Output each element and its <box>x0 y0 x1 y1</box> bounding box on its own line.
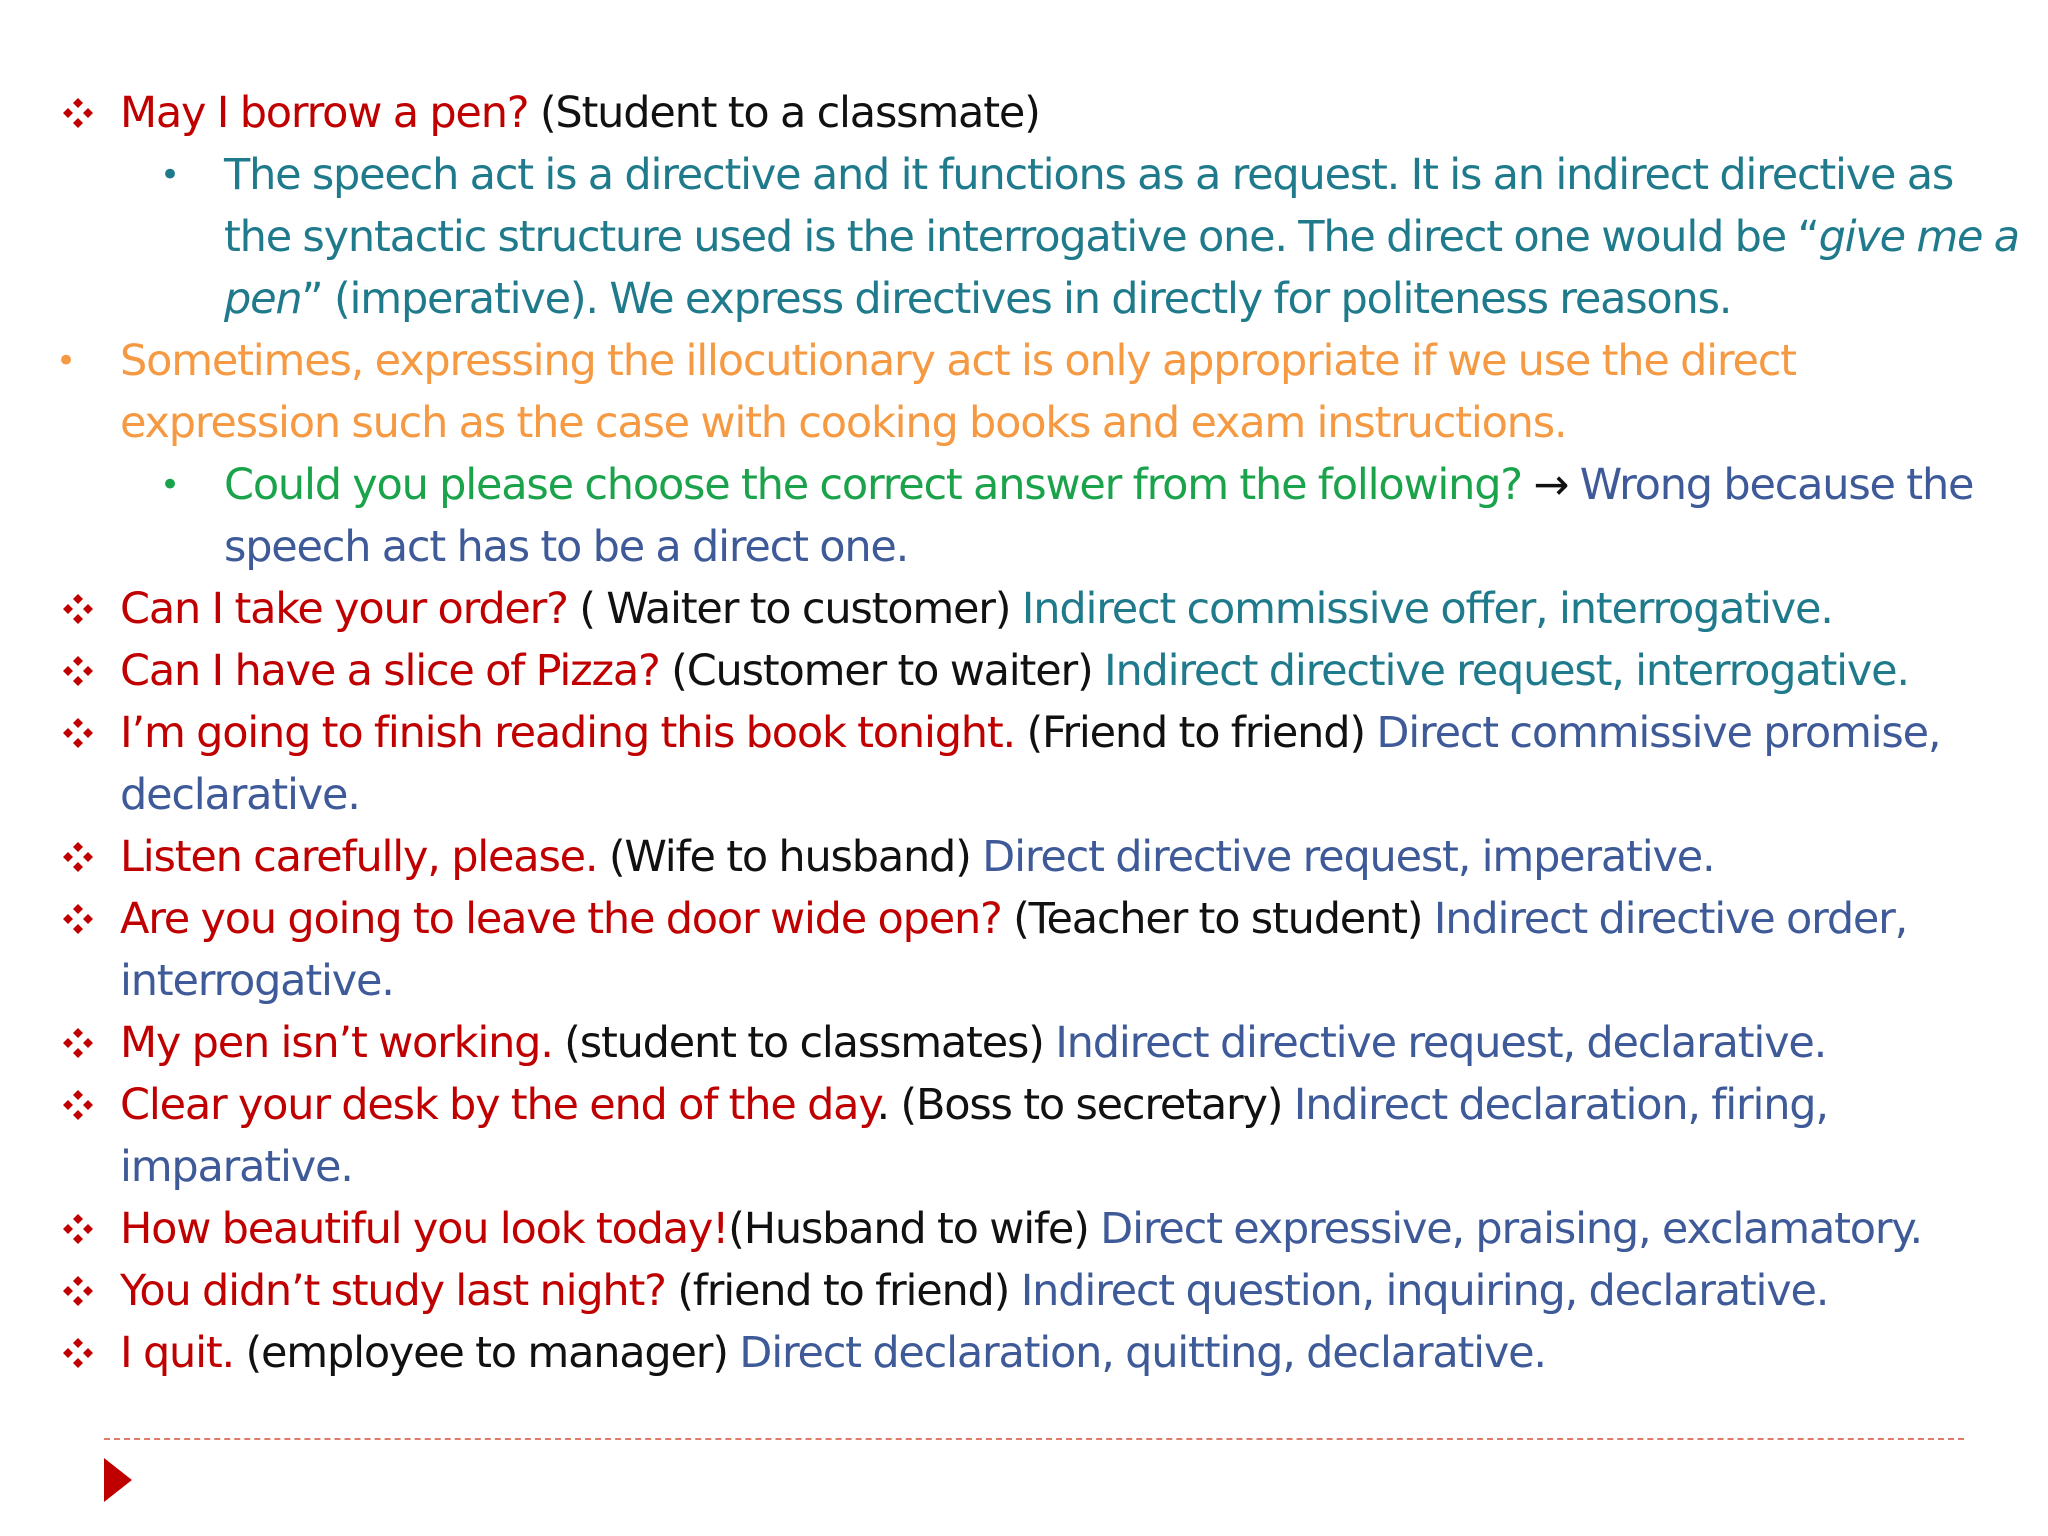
speaker-context: ( Waiter to customer) <box>567 584 1011 634</box>
dot-bullet-icon: • <box>56 341 75 381</box>
list-item <box>56 640 2026 702</box>
analysis-text: Direct declaration, quitting, declarative. <box>727 1328 1546 1378</box>
list-item <box>56 454 2026 578</box>
analysis-text: Indirect question, inquiring, declarative. <box>1009 1266 1829 1316</box>
dot-bullet-icon: • <box>160 465 179 505</box>
analysis-text: Direct commissive promise, declarative. <box>120 708 1941 820</box>
list-item <box>56 578 2026 640</box>
list-item <box>56 888 2026 1012</box>
example-sentence: You didn’t study last night? <box>120 1266 666 1316</box>
analysis-text: ” (imperative). We express directives in directly for politeness reasons. <box>301 274 1732 324</box>
analysis-italic: give me a pen <box>224 212 2019 324</box>
speaker-context: (employee to manager) <box>233 1328 728 1378</box>
list-item <box>56 144 2026 330</box>
list-item <box>56 82 2026 144</box>
speaker-context: (Wife to husband) <box>597 832 971 882</box>
example-sentence: Are you going to leave the door wide open? <box>120 894 1002 944</box>
speaker-context: (student to classmates) <box>552 1018 1044 1068</box>
footer-divider <box>104 1438 1964 1440</box>
list-item <box>56 1198 2026 1260</box>
example-sentence: Can I have a slice of Pizza? <box>120 646 660 696</box>
example-sentence: My pen isn’t working. <box>120 1018 553 1068</box>
analysis-text: Direct directive request, imperative. <box>970 832 1715 882</box>
list-item <box>56 702 2026 826</box>
analysis-text: Indirect commissive offer, interrogative. <box>1010 584 1833 634</box>
example-sentence: Could you please choose the correct answer from the following? <box>224 460 1522 510</box>
example-sentence: Listen carefully, please. <box>120 832 598 882</box>
speaker-context: (Student to a classmate) <box>528 88 1040 138</box>
analysis-text: Indirect directive request, declarative. <box>1043 1018 1827 1068</box>
speaker-context: (Customer to waiter) <box>659 646 1093 696</box>
analysis-text: Direct expressive, praising, exclamatory. <box>1088 1204 1922 1254</box>
speaker-context: (friend to friend) <box>665 1266 1010 1316</box>
example-sentence: May I borrow a pen? <box>120 88 529 138</box>
list-item <box>56 826 2026 888</box>
list-item <box>56 1012 2026 1074</box>
example-sentence: Clear your desk by the end of the day <box>120 1080 877 1130</box>
list-item <box>56 330 2026 454</box>
right-arrow-icon: → <box>1521 460 1580 510</box>
example-sentence: How beautiful you look today! <box>120 1204 729 1254</box>
analysis-text: Indirect directive order, interrogative. <box>120 894 1908 1006</box>
list-item <box>56 1322 2026 1384</box>
list-item <box>56 1260 2026 1322</box>
dot-bullet-icon: • <box>160 155 179 195</box>
analysis-text: The speech act is a directive and it functions as a request. It is an indirect directive as the syntactic structure used is the interrogative one. The direct one would be “ <box>224 150 1954 262</box>
analysis-text: Indirect directive request, interrogative. <box>1092 646 1909 696</box>
bullet-list <box>56 82 2026 1384</box>
speaker-context: (Teacher to student) <box>1001 894 1423 944</box>
analysis-text: Wrong because the speech act has to be a direct one. <box>224 460 1974 572</box>
example-sentence: Can I take your order? <box>120 584 568 634</box>
triangle-play-icon <box>104 1458 132 1502</box>
analysis-text: Indirect declaration, firing, imparative. <box>120 1080 1828 1192</box>
speaker-context: (Friend to friend) <box>1014 708 1365 758</box>
example-sentence: I’m going to finish reading this book tonight. <box>120 708 1015 758</box>
example-sentence: I quit. <box>120 1328 234 1378</box>
note-text: Sometimes, expressing the illocutionary act is only appropriate if we use the direct expression such as the case with cooking books and exam instructions. <box>120 336 1796 448</box>
list-item <box>56 1074 2026 1198</box>
speaker-context: . (Boss to secretary) <box>876 1080 1283 1130</box>
speaker-context: (Husband to wife) <box>728 1204 1089 1254</box>
